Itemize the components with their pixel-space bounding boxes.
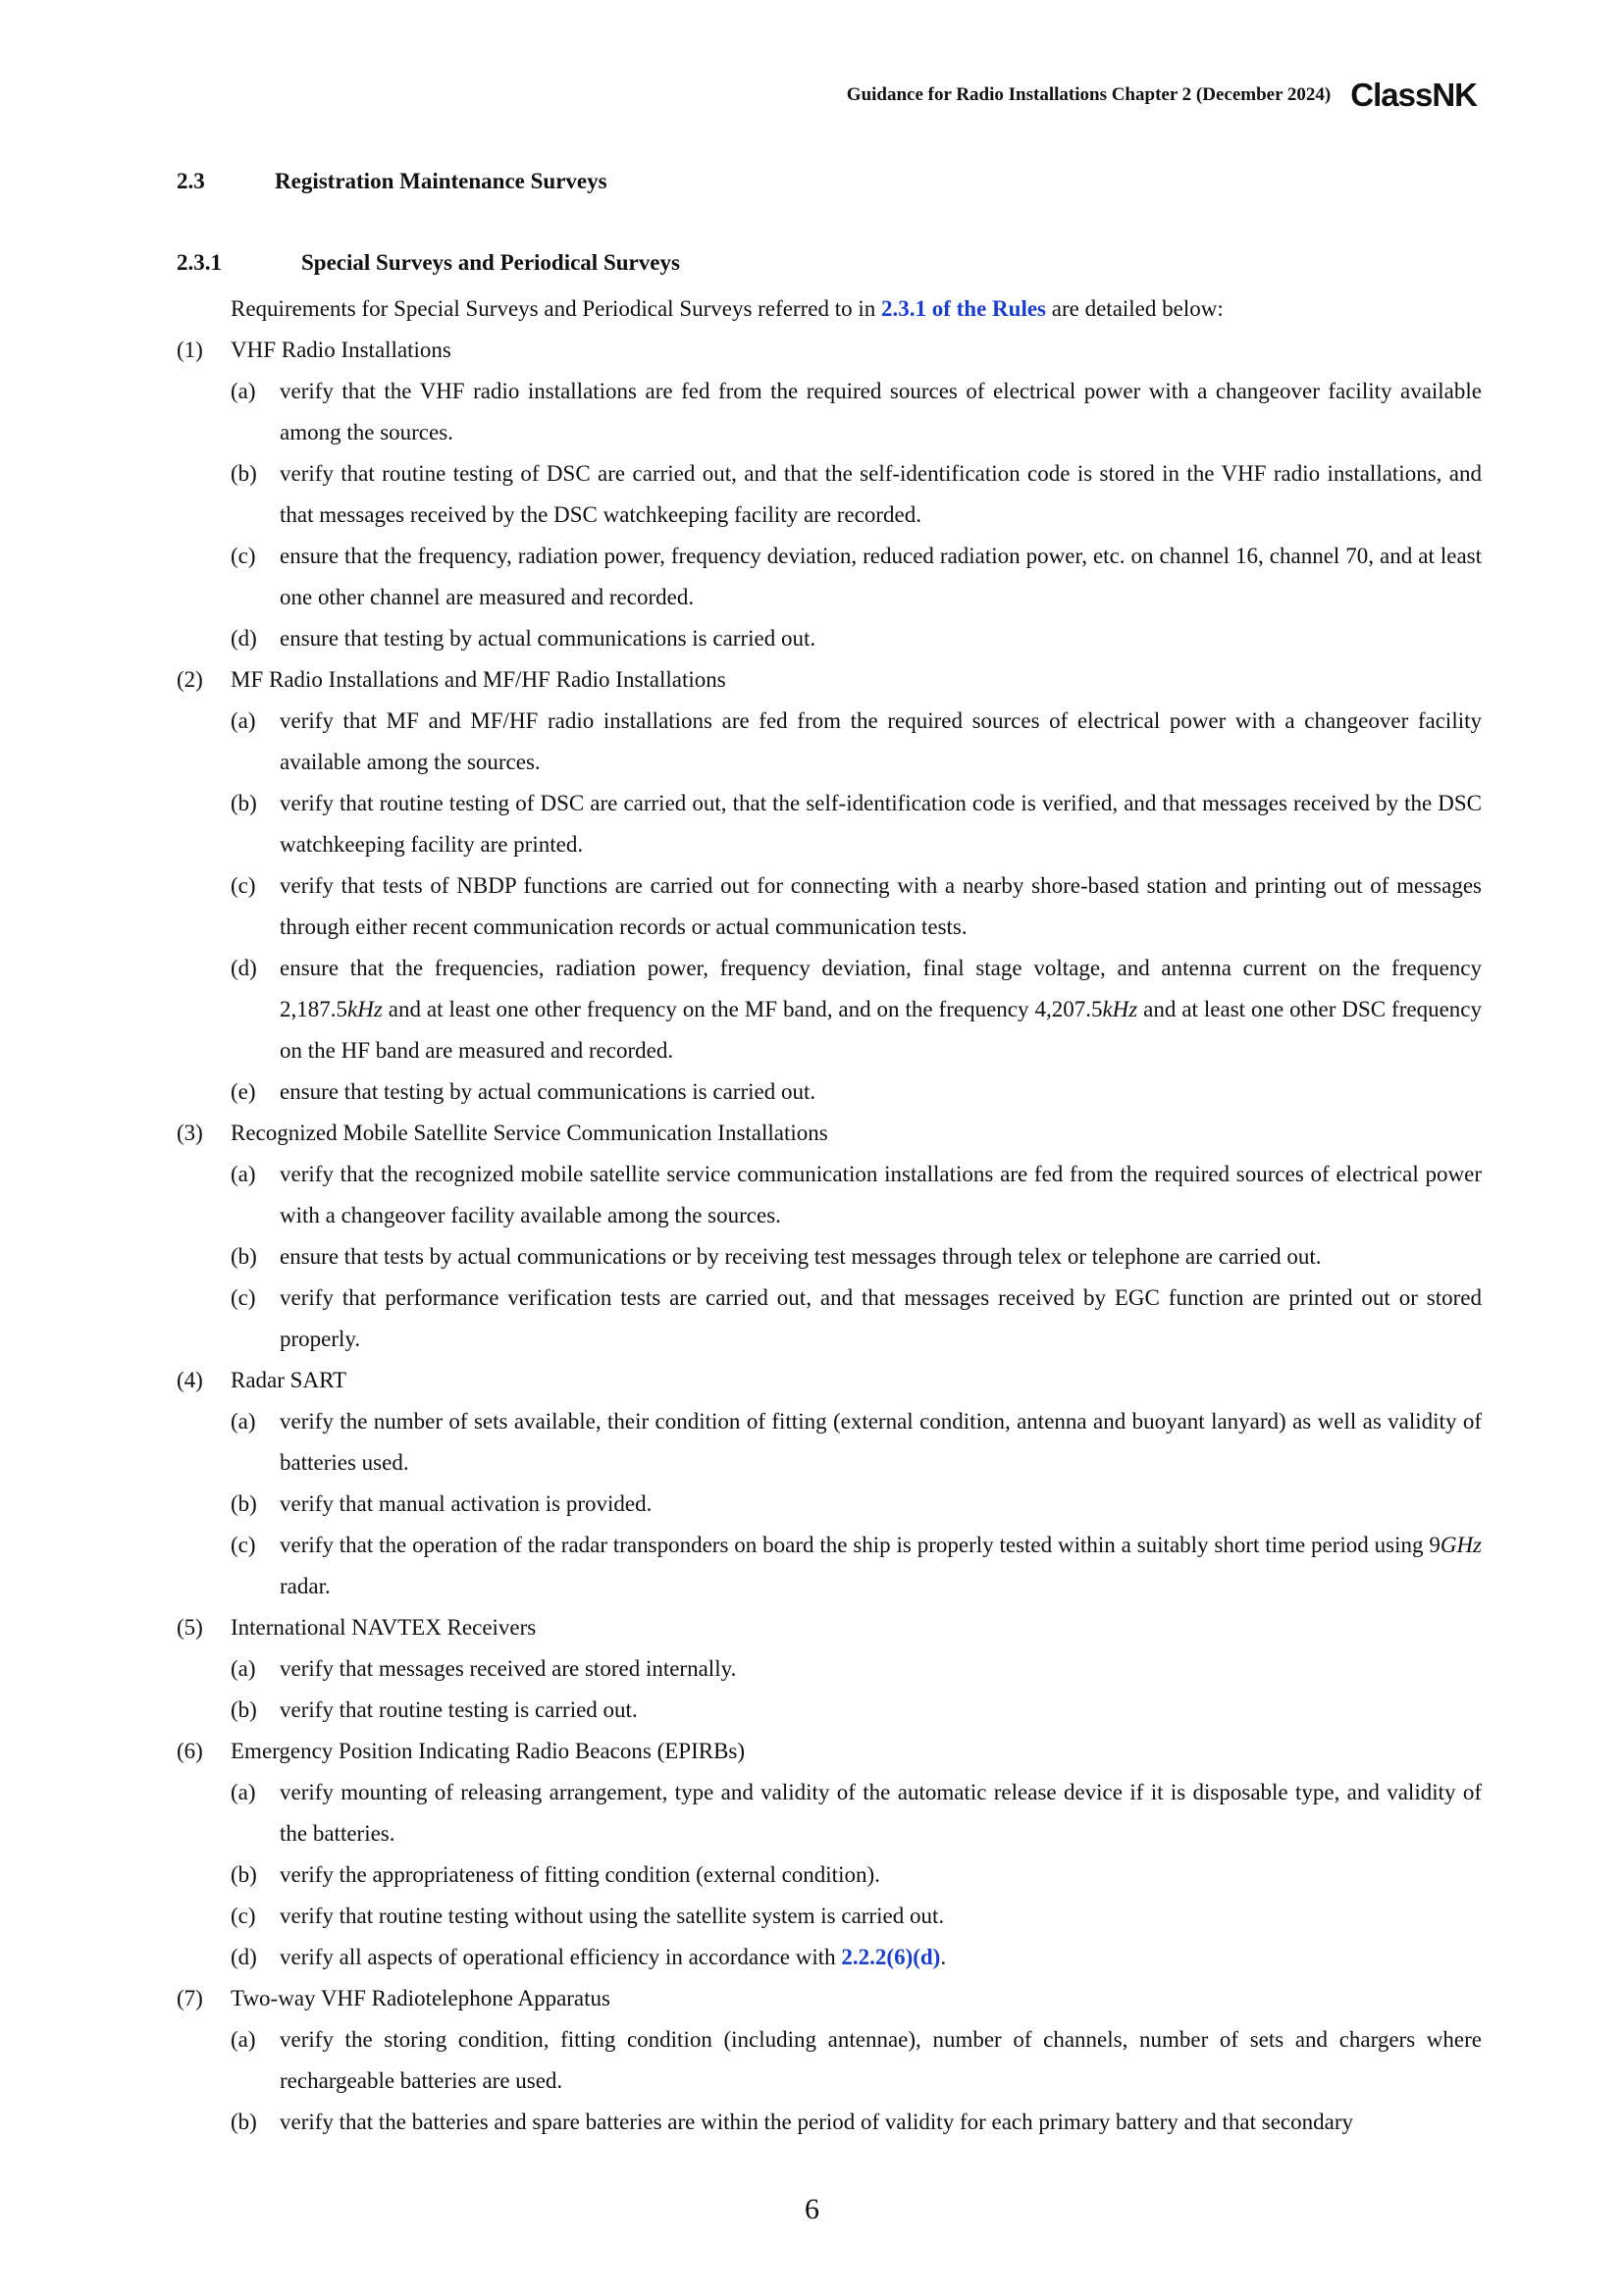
sub-item xyxy=(177,1071,1482,1113)
sub-item xyxy=(177,948,1482,1071)
sub-label: (b) xyxy=(231,1244,257,1269)
unit-khz: kHz xyxy=(347,997,383,1021)
item-number: (7) xyxy=(177,1986,203,2010)
sub-label: (d) xyxy=(231,1945,257,1969)
sub-label: (a) xyxy=(231,379,256,403)
unit-khz: kHz xyxy=(1102,997,1138,1021)
item-number: (5) xyxy=(177,1615,203,1640)
sub-label: (a) xyxy=(231,1656,256,1681)
sub-item xyxy=(177,536,1482,618)
sub-text: verify that routine testing without using the satellite system is carried out. xyxy=(280,1904,945,1928)
sub-text: verify that tests of NBDP functions are carried out for connecting with a nearby shore-based station and printing out of messages through either recent communication records or actual communication tests. xyxy=(280,873,1482,939)
item-number: (2) xyxy=(177,667,203,692)
sub-item xyxy=(177,453,1482,536)
sub-item xyxy=(177,2102,1482,2143)
sub-text: verify that the VHF radio installations are fed from the required sources of electrical power with a changeover facility available among the sources. xyxy=(280,379,1482,444)
sub-item xyxy=(177,1854,1482,1896)
sub-text: ensure that testing by actual communications is carried out. xyxy=(280,1079,816,1104)
sub-item xyxy=(177,1484,1482,1525)
sub-item xyxy=(177,1896,1482,1937)
section-number: 2.3 xyxy=(177,169,205,193)
sub-label: (a) xyxy=(231,1409,256,1434)
sub-item xyxy=(177,1937,1482,1978)
sub-text: ensure that testing by actual communications is carried out. xyxy=(280,626,816,651)
sub-item xyxy=(177,1154,1482,1236)
sub-text: verify that messages received are stored internally. xyxy=(280,1656,737,1681)
sub-label: (b) xyxy=(231,2110,257,2134)
sub-label: (c) xyxy=(231,873,256,898)
sub-text: verify that the batteries and spare batteries are within the period of validity for each primary battery and that secondary xyxy=(280,2110,1353,2134)
sub-text: ensure that tests by actual communications or by receiving test messages through telex or telephone are carried out. xyxy=(280,1244,1322,1269)
intro-paragraph xyxy=(177,288,1482,330)
classnk-logo: ClassNK xyxy=(1350,77,1477,113)
sub-label: (b) xyxy=(231,1491,257,1516)
item-title: Recognized Mobile Satellite Service Communication Installations xyxy=(231,1121,828,1145)
item-number: (3) xyxy=(177,1121,203,1145)
sub-item xyxy=(177,371,1482,453)
section-title: Registration Maintenance Surveys xyxy=(275,169,607,193)
page-number: 6 xyxy=(805,2193,819,2225)
sub-label: (c) xyxy=(231,544,256,568)
sub-label: (a) xyxy=(231,1162,256,1186)
sub-item xyxy=(177,701,1482,783)
sub-label: (b) xyxy=(231,1697,257,1722)
sub-label: (d) xyxy=(231,956,257,980)
sub-text-end: . xyxy=(940,1945,947,1969)
header-title: Guidance for Radio Installations Chapter 2 (December 2024) xyxy=(846,84,1332,105)
sub-item xyxy=(177,1525,1482,1607)
sub-label: (c) xyxy=(231,1285,256,1310)
sub-text: verify that routine testing of DSC are carried out, and that the self-identification code is stored in the VHF radio installations, and that messages received by the DSC watchkeeping facility are recorded. xyxy=(280,461,1482,527)
sub-item xyxy=(177,1772,1482,1854)
list-item xyxy=(177,1978,1482,2019)
sub-label: (e) xyxy=(231,1079,256,1104)
sub-label: (a) xyxy=(231,708,256,733)
sub-label: (c) xyxy=(231,1533,256,1557)
sub-item xyxy=(177,1278,1482,1360)
reference-link[interactable]: 2.2.2(6)(d) xyxy=(841,1945,941,1969)
sub-text: verify that performance verification tests are carried out, and that messages received by EGC function are printed out or stored properly. xyxy=(280,1285,1482,1351)
unit-ghz: GHz xyxy=(1440,1533,1482,1557)
item-title: Radar SART xyxy=(231,1368,347,1392)
item-number: (4) xyxy=(177,1368,203,1392)
sub-text: verify that MF and MF/HF radio installations are fed from the required sources of electrical power with a changeover facility available among the sources. xyxy=(280,708,1482,774)
list-item xyxy=(177,330,1482,371)
sub-text: ensure that the frequencies, radiation power, frequency deviation, final stage voltage, and antenna current on the frequency 2,187.5 xyxy=(280,956,1482,1021)
sub-item xyxy=(177,783,1482,865)
list-item xyxy=(177,659,1482,701)
subsection-number: 2.3.1 xyxy=(177,250,222,275)
sub-text: verify that the recognized mobile satellite service communication installations are fed from the required sources of electrical power with a changeover facility available among the sources. xyxy=(280,1162,1482,1227)
item-title: VHF Radio Installations xyxy=(231,338,451,362)
item-title: International NAVTEX Receivers xyxy=(231,1615,537,1640)
sub-label: (b) xyxy=(231,1862,257,1887)
sub-label: (b) xyxy=(231,461,257,486)
sub-label: (d) xyxy=(231,626,257,651)
sub-text: verify the number of sets available, their condition of fitting (external condition, antenna and buoyant lanyard) as well as validity of batteries used. xyxy=(280,1409,1482,1475)
item-title: Two-way VHF Radiotelephone Apparatus xyxy=(231,1986,610,2010)
rules-link[interactable]: 2.3.1 of the Rules xyxy=(880,296,1047,321)
sub-item xyxy=(177,1236,1482,1278)
sub-item xyxy=(177,1690,1482,1731)
sub-text: verify that routine testing is carried out. xyxy=(280,1697,638,1722)
sub-item xyxy=(177,865,1482,948)
list-item xyxy=(177,1607,1482,1648)
sub-text: radar. xyxy=(280,1574,331,1598)
sub-text: verify all aspects of operational efficiency in accordance with xyxy=(280,1945,842,1969)
sub-label: (c) xyxy=(231,1904,256,1928)
item-title: MF Radio Installations and MF/HF Radio Installations xyxy=(231,667,726,692)
sub-text: verify that routine testing of DSC are carried out, that the self-identification code is verified, and that messages received by the DSC watchkeeping facility are printed. xyxy=(280,791,1482,857)
sub-text: verify mounting of releasing arrangement, type and validity of the automatic release device if it is disposable type, and validity of the batteries. xyxy=(280,1780,1482,1846)
subsection-title: Special Surveys and Periodical Surveys xyxy=(301,250,680,275)
sub-item xyxy=(177,1401,1482,1484)
sub-item xyxy=(177,2019,1482,2102)
list-item xyxy=(177,1113,1482,1154)
sub-label: (a) xyxy=(231,1780,256,1804)
body-content xyxy=(177,288,1482,2143)
sub-text: verify that the operation of the radar transponders on board the ship is properly tested within a suitably short time period using 9 xyxy=(280,1533,1441,1557)
sub-label: (a) xyxy=(231,2027,256,2052)
page-header xyxy=(847,77,1477,114)
sub-item xyxy=(177,1648,1482,1690)
intro-text-end: are detailed below: xyxy=(1046,296,1224,321)
sub-item xyxy=(177,618,1482,659)
item-number: (1) xyxy=(177,338,203,362)
sub-text: verify the storing condition, fitting condition (including antennae), number of channels, number of sets and chargers where rechargeable batteries are used. xyxy=(280,2027,1482,2093)
sub-text: and at least one other DSC frequency on the HF band are measured and recorded. xyxy=(280,997,1482,1063)
sub-text: and at least one other frequency on the MF band, and on the frequency 4,207.5 xyxy=(382,997,1103,1021)
item-number: (6) xyxy=(177,1739,203,1763)
sub-text: ensure that the frequency, radiation power, frequency deviation, reduced radiation power, etc. on channel 16, channel 70, and at least one other channel are measured and recorded. xyxy=(280,544,1482,609)
sub-text: verify the appropriateness of fitting condition (external condition). xyxy=(280,1862,880,1887)
list-item xyxy=(177,1360,1482,1401)
item-title: Emergency Position Indicating Radio Beacons (EPIRBs) xyxy=(231,1739,746,1763)
intro-text: Requirements for Special Surveys and Periodical Surveys referred to in xyxy=(231,296,881,321)
sub-text: verify that manual activation is provided. xyxy=(280,1491,653,1516)
list-item xyxy=(177,1731,1482,1772)
sub-label: (b) xyxy=(231,791,257,815)
